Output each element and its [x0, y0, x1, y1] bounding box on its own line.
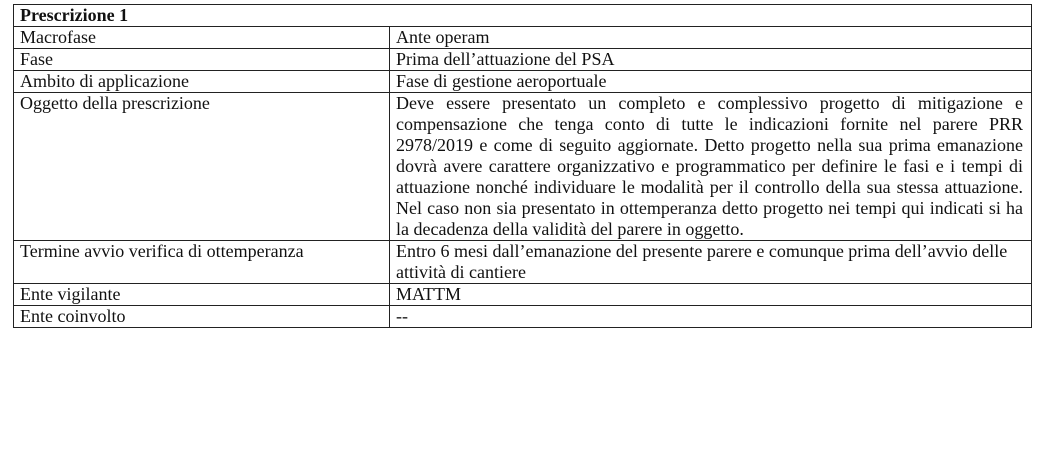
table-row-ambito	[14, 71, 1032, 93]
table-title: Prescrizione 1	[14, 5, 1032, 27]
row-value: Entro 6 mesi dall’emanazione del presente parere e comunque prima dell’avvio delle attività di cantiere	[390, 241, 1032, 284]
table-row-termine	[14, 241, 1032, 284]
row-value: --	[390, 306, 1032, 328]
row-label: Ente coinvolto	[14, 306, 390, 328]
row-value: Fase di gestione aeroportuale	[390, 71, 1032, 93]
row-value: Ante operam	[390, 27, 1032, 49]
row-label: Termine avvio verifica di ottemperanza	[14, 241, 390, 284]
prescription-table	[13, 4, 1032, 328]
table-row-ente-vigilante	[14, 284, 1032, 306]
table-row-ente-coinvolto	[14, 306, 1032, 328]
table-row-oggetto	[14, 93, 1032, 241]
row-value: MATTM	[390, 284, 1032, 306]
table-row-macrofase	[14, 27, 1032, 49]
row-label: Oggetto della prescrizione	[14, 93, 390, 241]
row-label: Fase	[14, 49, 390, 71]
row-value: Deve essere presentato un completo e complessivo progetto di mitigazione e compensazione che tenga conto di tutte le indicazioni fornite nel parere PRR 2978/2019 e come di seguito aggiornate. Detto progetto nella sua prima emanazione dovrà avere carattere organizzativo e programmatico per definire le fasi e i tempi di attuazione nonché individuare le modalità per il controllo della sua stessa attuazione. Nel caso non sia presentato in ottemperanza detto progetto nei tempi qui indicati si ha la decadenza della validità del parere in oggetto.	[390, 93, 1032, 241]
row-value: Prima dell’attuazione del PSA	[390, 49, 1032, 71]
table-title-row	[14, 5, 1032, 27]
row-label: Ambito di applicazione	[14, 71, 390, 93]
row-label: Macrofase	[14, 27, 390, 49]
table-row-fase	[14, 49, 1032, 71]
row-label: Ente vigilante	[14, 284, 390, 306]
